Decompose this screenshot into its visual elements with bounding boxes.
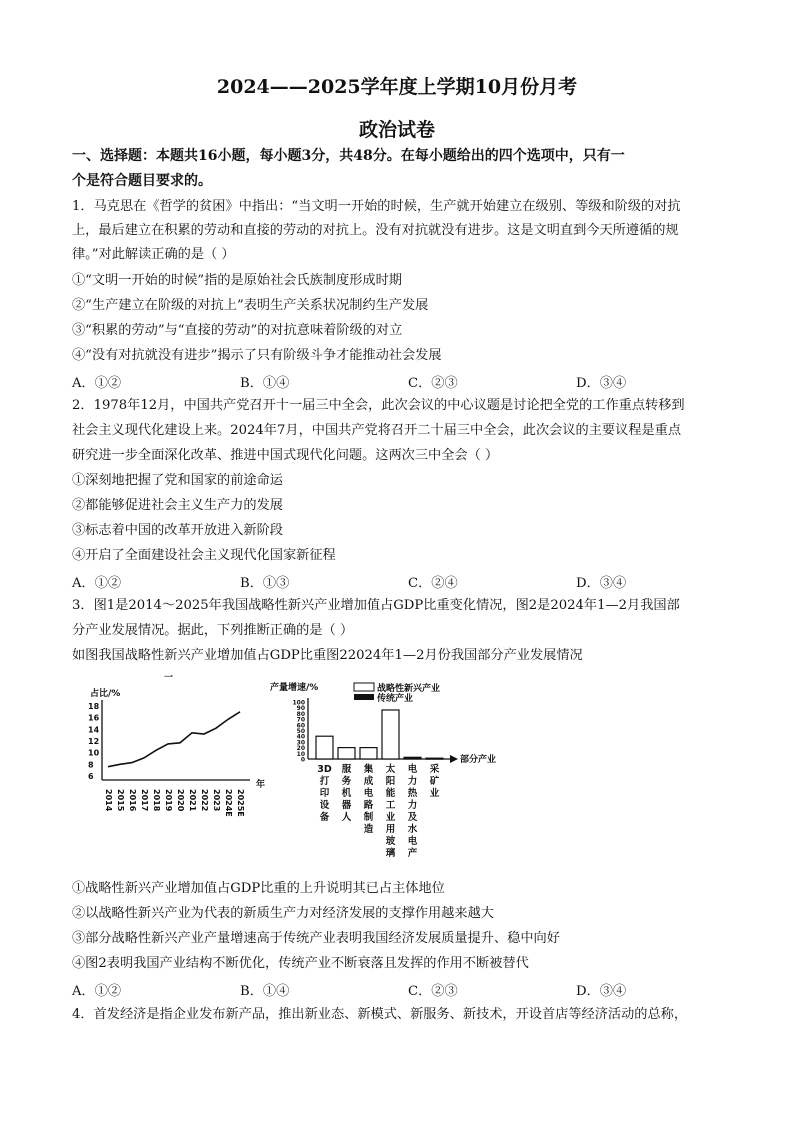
q2-statement-3: ③标志着中国的改革开放进入新阶段 xyxy=(72,523,283,538)
q3-stem-line2: 分产业发展情况。据此，下列推断正确的是（ ） xyxy=(72,623,354,638)
q3-statement-1: ①战略性新兴产业增加值占GDP比重的上升说明其已占主体地位 xyxy=(72,881,445,896)
q1-stem-line1: 1．马克思在《哲学的贫困》中指出：“当文明一开始的时候，生产就开始建立在级别、等级和阶级的对抗 xyxy=(72,199,681,214)
fig2-category-char: 电 xyxy=(407,764,418,775)
fig2-category-char: 及 xyxy=(407,812,418,823)
fig2-y-tick-label: 90 xyxy=(296,705,305,713)
q1-statement-4: ④“没有对抗就没有进步”揭示了只有阶级斗争才能推动社会发展 xyxy=(72,348,442,363)
q3-option-d: D．③④ xyxy=(576,984,627,999)
q2-option-c: C．②④ xyxy=(408,576,458,591)
fig2-category-char: 采 xyxy=(429,764,440,775)
fig2-category-char: 电 xyxy=(363,788,374,799)
fig2-bars xyxy=(316,710,443,759)
fig2-y-axis-label: 产量增速/% xyxy=(270,683,319,693)
q2-option-b: B．①③ xyxy=(240,576,290,591)
fig2-y-tick-label: 0 xyxy=(300,756,305,764)
q2-options xyxy=(72,572,732,590)
fig2-legend-swatch-traditional xyxy=(354,694,374,700)
q3-option-a: A．①② xyxy=(72,984,122,999)
q3-figure xyxy=(72,668,502,873)
fig2-category-char: 业 xyxy=(385,812,396,823)
fig1-y-tick-label: 18 xyxy=(88,702,100,711)
fig1-x-tick-label: 2024E xyxy=(224,789,233,817)
fig2-category-char: 阳 xyxy=(385,776,396,787)
fig1-y-tick-label: 16 xyxy=(88,713,100,723)
exam-title: 2024——2025学年度上学期10月份月考 xyxy=(216,76,578,98)
section-heading-line2: 个是符合题目要求的。 xyxy=(72,173,212,189)
fig1-y-tick-label: 8 xyxy=(88,760,94,770)
fig1-y-axis-label: 占比/% xyxy=(90,689,121,699)
fig2-category-char: 产 xyxy=(407,848,418,859)
q2-stem-line3: 研究进一步全面深化改革、推进中国式现代化问题。这两次三中全会（ ） xyxy=(72,448,499,463)
fig2-category-char: 力 xyxy=(407,800,418,811)
fig2-legend-swatch-emerging xyxy=(354,683,374,691)
fig1-y-tick-label: 14 xyxy=(88,725,100,735)
fig2-category-char: 用 xyxy=(385,824,396,835)
q1-option-b: B．①④ xyxy=(240,376,290,391)
fig2-y-tick-label: 80 xyxy=(296,710,305,718)
fig2-category-char: 制 xyxy=(363,812,374,823)
fig2-category-char: 务 xyxy=(341,776,352,787)
q4-stem-line1: 4．首发经济是指企业发布新产品，推出新业态、新模式、新服务、新技术，开设首店等经济活动的总称， xyxy=(72,1007,688,1022)
q1-stem-line3: 律。”对此解读正确的是（ ） xyxy=(72,247,235,262)
fig2-category-char: 设 xyxy=(319,800,330,811)
fig2-y-ticks xyxy=(292,700,305,764)
fig1-series-line xyxy=(108,712,240,767)
q3-statement-3: ③部分战略性新兴产业产量增速高于传统产业表明我国经济发展质量提升、稳中向好 xyxy=(72,931,560,946)
fig2-category-char: 打 xyxy=(319,776,330,787)
q3-option-c: C．②③ xyxy=(408,984,458,999)
fig2-category-char: 服 xyxy=(341,764,352,775)
fig2-category-char: 璃 xyxy=(385,848,396,859)
q3-figure-svg xyxy=(72,668,502,873)
fig2-y-tick-label: 10 xyxy=(296,750,305,758)
fig2-category-labels xyxy=(317,763,439,859)
fig2-bar xyxy=(404,757,421,759)
q2-statement-4: ④开启了全面建设社会主义现代化国家新征程 xyxy=(72,548,336,563)
q1-stem-line2: 上，最后建立在积累的劳动和直接的劳动的对抗上。没有对抗就没有进步。这是文明直到今天所遵循的规 xyxy=(72,223,679,238)
q3-stem-line1: 3．图1是2014～2025年我国战略性新兴产业增加值占GDP比重变化情况，图2是2024年1—2月我国部 xyxy=(72,598,680,613)
q1-statement-2: ②“生产建立在阶级的对抗上”表明生产关系状况制约生产发展 xyxy=(72,298,429,313)
fig2-bar xyxy=(382,710,399,759)
fig1-mark: 一 xyxy=(164,673,174,683)
q2-stem-line1: 2．1978年12月，中国共产党召开十一届三中全会，此次会议的中心议题是讨论把全党的工作重点转移到 xyxy=(72,398,685,413)
fig1-y-tick-label: 6 xyxy=(88,772,94,781)
fig2-category-char: 成 xyxy=(363,776,374,787)
fig2-category-char: 集 xyxy=(363,764,374,775)
fig2-category-char: 机 xyxy=(341,788,352,799)
fig2-category-char: 能 xyxy=(385,788,396,799)
fig1-x-ticks xyxy=(104,789,245,817)
fig2-bar xyxy=(316,736,333,759)
fig2-y-tick-label: 60 xyxy=(296,722,305,730)
fig2-category-char: 路 xyxy=(363,800,374,811)
q3-figure-caption: 如图我国战略性新兴产业增加值占GDP比重图22024年1—2月份我国部分产业发展情况 xyxy=(72,648,583,663)
q1-option-c: C．②③ xyxy=(408,376,458,391)
fig1-x-tick-label: 2022 xyxy=(200,789,209,812)
exam-subject: 政治试卷 xyxy=(358,119,435,141)
fig2-y-tick-label: 100 xyxy=(292,699,305,707)
fig2-category-char: 备 xyxy=(319,812,330,823)
fig2-category-char: 矿 xyxy=(429,776,440,787)
fig1-x-axis-label: 年 xyxy=(256,780,266,790)
fig2-category-char: 3D xyxy=(317,764,332,775)
fig2-x-axis-arrow xyxy=(450,755,458,763)
section-heading-line1: 一、选择题：本题共16小题，每小题3分，共48分。在每小题给出的四个选项中，只有一 xyxy=(72,148,625,164)
fig2-category-char: 水 xyxy=(407,824,418,835)
fig2-category-char: 工 xyxy=(385,800,396,811)
fig1-x-tick-label: 2018 xyxy=(152,789,161,812)
q1-statement-3: ③“积累的劳动”与“直接的劳动”的对抗意味着阶级的对立 xyxy=(72,323,403,338)
q3-option-b: B．①④ xyxy=(240,984,290,999)
fig2-y-tick-label: 50 xyxy=(296,728,305,735)
fig2-category-char: 热 xyxy=(407,788,418,799)
q2-option-a: A．①② xyxy=(72,576,122,591)
fig1-x-tick-label: 2019 xyxy=(164,789,173,812)
q3-statement-2: ②以战略性新兴产业为代表的新质生产力对经济发展的支撑作用越来越大 xyxy=(72,906,494,921)
q1-option-d: D．③④ xyxy=(576,376,627,391)
fig2-category-char: 造 xyxy=(363,824,374,835)
fig1-x-tick-label: 2015 xyxy=(116,789,125,812)
fig2-bar xyxy=(426,758,443,759)
q3-options xyxy=(72,980,732,998)
fig2-category-char: 器 xyxy=(341,800,352,811)
fig1-x-tick-label: 2025E xyxy=(236,789,245,817)
fig2-category-char: 太 xyxy=(385,764,396,775)
fig2-y-tick-label: 40 xyxy=(296,733,305,741)
fig2-category-char: 业 xyxy=(429,788,440,799)
fig1-y-ticks xyxy=(88,702,100,781)
fig2-category-char: 电 xyxy=(407,836,418,847)
fig2-x-axis-label: 部分产业 xyxy=(460,755,497,765)
fig1-x-tick-label: 2017 xyxy=(140,789,149,812)
fig1-x-tick-label: 2014 xyxy=(104,789,113,812)
fig2-bar xyxy=(360,748,377,759)
fig1-y-tick-label: 12 xyxy=(88,737,100,746)
q1-option-a: A．①② xyxy=(72,376,122,391)
q2-option-d: D．③④ xyxy=(576,576,627,591)
fig1-x-tick-label: 2020 xyxy=(176,789,185,812)
fig1-x-tick-label: 2021 xyxy=(188,789,197,812)
fig1-x-tick-label: 2016 xyxy=(128,789,137,812)
fig2-category-char: 玻 xyxy=(385,836,396,847)
fig2-y-tick-label: 30 xyxy=(296,739,305,747)
fig2-category-char: 印 xyxy=(319,788,330,799)
q3-statement-4: ④图2表明我国产业结构不断优化，传统产业不断衰落且发挥的作用不断被替代 xyxy=(72,956,529,971)
q2-stem-line2: 社会主义现代化建设上来。2024年7月，中国共产党将召开二十届三中全会，此次会议的主要议程是重点 xyxy=(72,423,682,438)
q1-statement-1: ①“文明一开始的时候”指的是原始社会氏族制度形成时期 xyxy=(72,273,402,288)
q1-options xyxy=(72,372,732,390)
fig2-legend-emerging: 战略性新兴产业 xyxy=(377,684,441,694)
q2-statement-1: ①深刻地把握了党和国家的前途命运 xyxy=(72,473,283,488)
fig2-bar xyxy=(338,748,355,759)
fig2-category-char: 力 xyxy=(407,776,418,787)
fig1-x-tick-label: 2023 xyxy=(212,789,221,812)
fig2-legend-traditional: 传统产业 xyxy=(377,694,414,704)
q2-statement-2: ②都能够促进社会主义生产力的发展 xyxy=(72,498,283,513)
fig2-category-char: 人 xyxy=(341,812,352,823)
fig2-y-tick-label: 70 xyxy=(296,716,305,724)
fig1-y-tick-label: 10 xyxy=(88,748,100,758)
fig2-y-tick-label: 20 xyxy=(296,745,305,753)
